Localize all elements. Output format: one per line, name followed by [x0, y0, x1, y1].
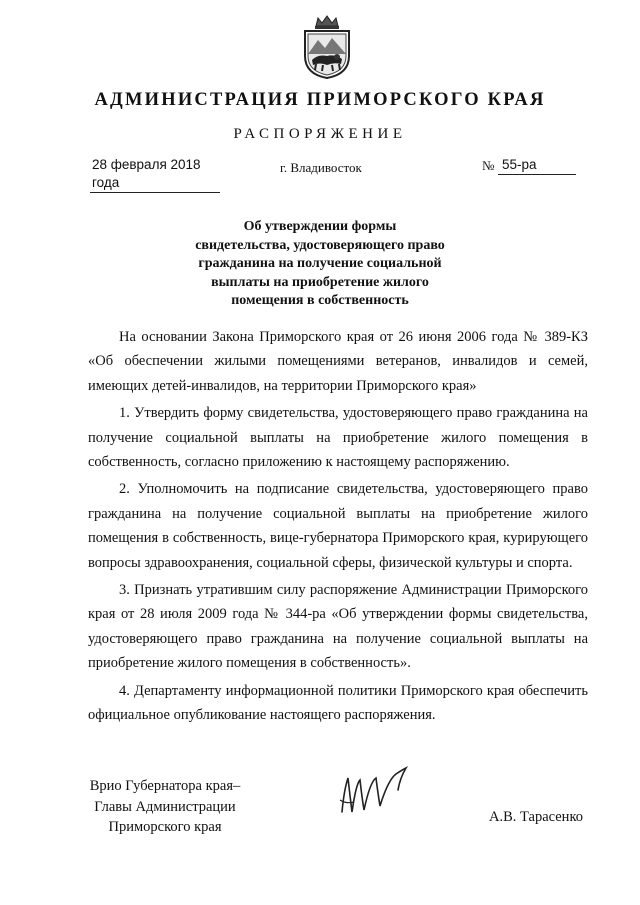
position-line: Главы Администрации	[94, 798, 236, 815]
title-line: гражданина на получение социальной	[198, 256, 442, 272]
clause-1-paragraph: 1. Утвердить форму свидетельства, удостоверяющего право гражданина на получение социальной выплаты на приобретение жилого помещения в собственность, согласно приложению к настоящему распоряжению.	[88, 405, 588, 471]
clause-4-paragraph: 4. Департаменту информационной политики Приморского края обеспечить официальное опубликование настоящего распоряжения.	[88, 682, 588, 724]
coat-of-arms-icon	[296, 14, 358, 80]
clause-2-paragraph: 2. Уполномочить на подписание свидетельства, удостоверяющего право гражданина на получение социальной выплаты на приобретение жилого помещения в собственность, вице-губернатора Приморского края, курирующего вопросы здравоохранения, социальной сферы, физической культуры и спорта.	[88, 481, 588, 571]
document-city: г. Владивосток	[280, 160, 362, 175]
organization-name: АДМИНИСТРАЦИЯ ПРИМОРСКОГО КРАЯ	[94, 90, 546, 110]
document-number-label: №	[482, 158, 495, 173]
document-type: РАСПОРЯЖЕНИЕ	[233, 126, 407, 142]
title-line: помещения в собственность	[231, 293, 409, 309]
position-line: Врио Губернатора края–	[89, 778, 241, 794]
document-title	[120, 218, 520, 311]
title-line: свидетельства, удостоверяющего право	[195, 237, 445, 253]
signer-name: А.В. Тарасенко	[489, 809, 584, 825]
title-line: выплаты на приобретение жилого	[211, 274, 429, 290]
signatory-position	[80, 776, 250, 838]
document-number: 55-ра	[498, 156, 576, 175]
clause-3-paragraph: 3. Признать утратившим силу распоряжение Администрации Приморского края от 28 июля 2009 года № 344-ра «Об утверждении формы свидетельства, удостоверяющего право гражданина на получение социальной выплаты на приобретение жилого помещения в собственность».	[88, 582, 588, 672]
position-line: Приморского края	[108, 819, 222, 835]
document-date: 28 февраля 2018 года	[90, 156, 220, 193]
document-body	[88, 325, 588, 728]
preamble-paragraph: На основании Закона Приморского края от 26 июня 2006 года № 389-КЗ «Об обеспечении жилыми помещениями ветеранов, инвалидов и семей, имеющих детей-инвалидов, на территории Приморского края»	[88, 329, 588, 394]
title-line: Об утверждении формы	[243, 219, 397, 234]
handwritten-signature	[336, 760, 420, 820]
